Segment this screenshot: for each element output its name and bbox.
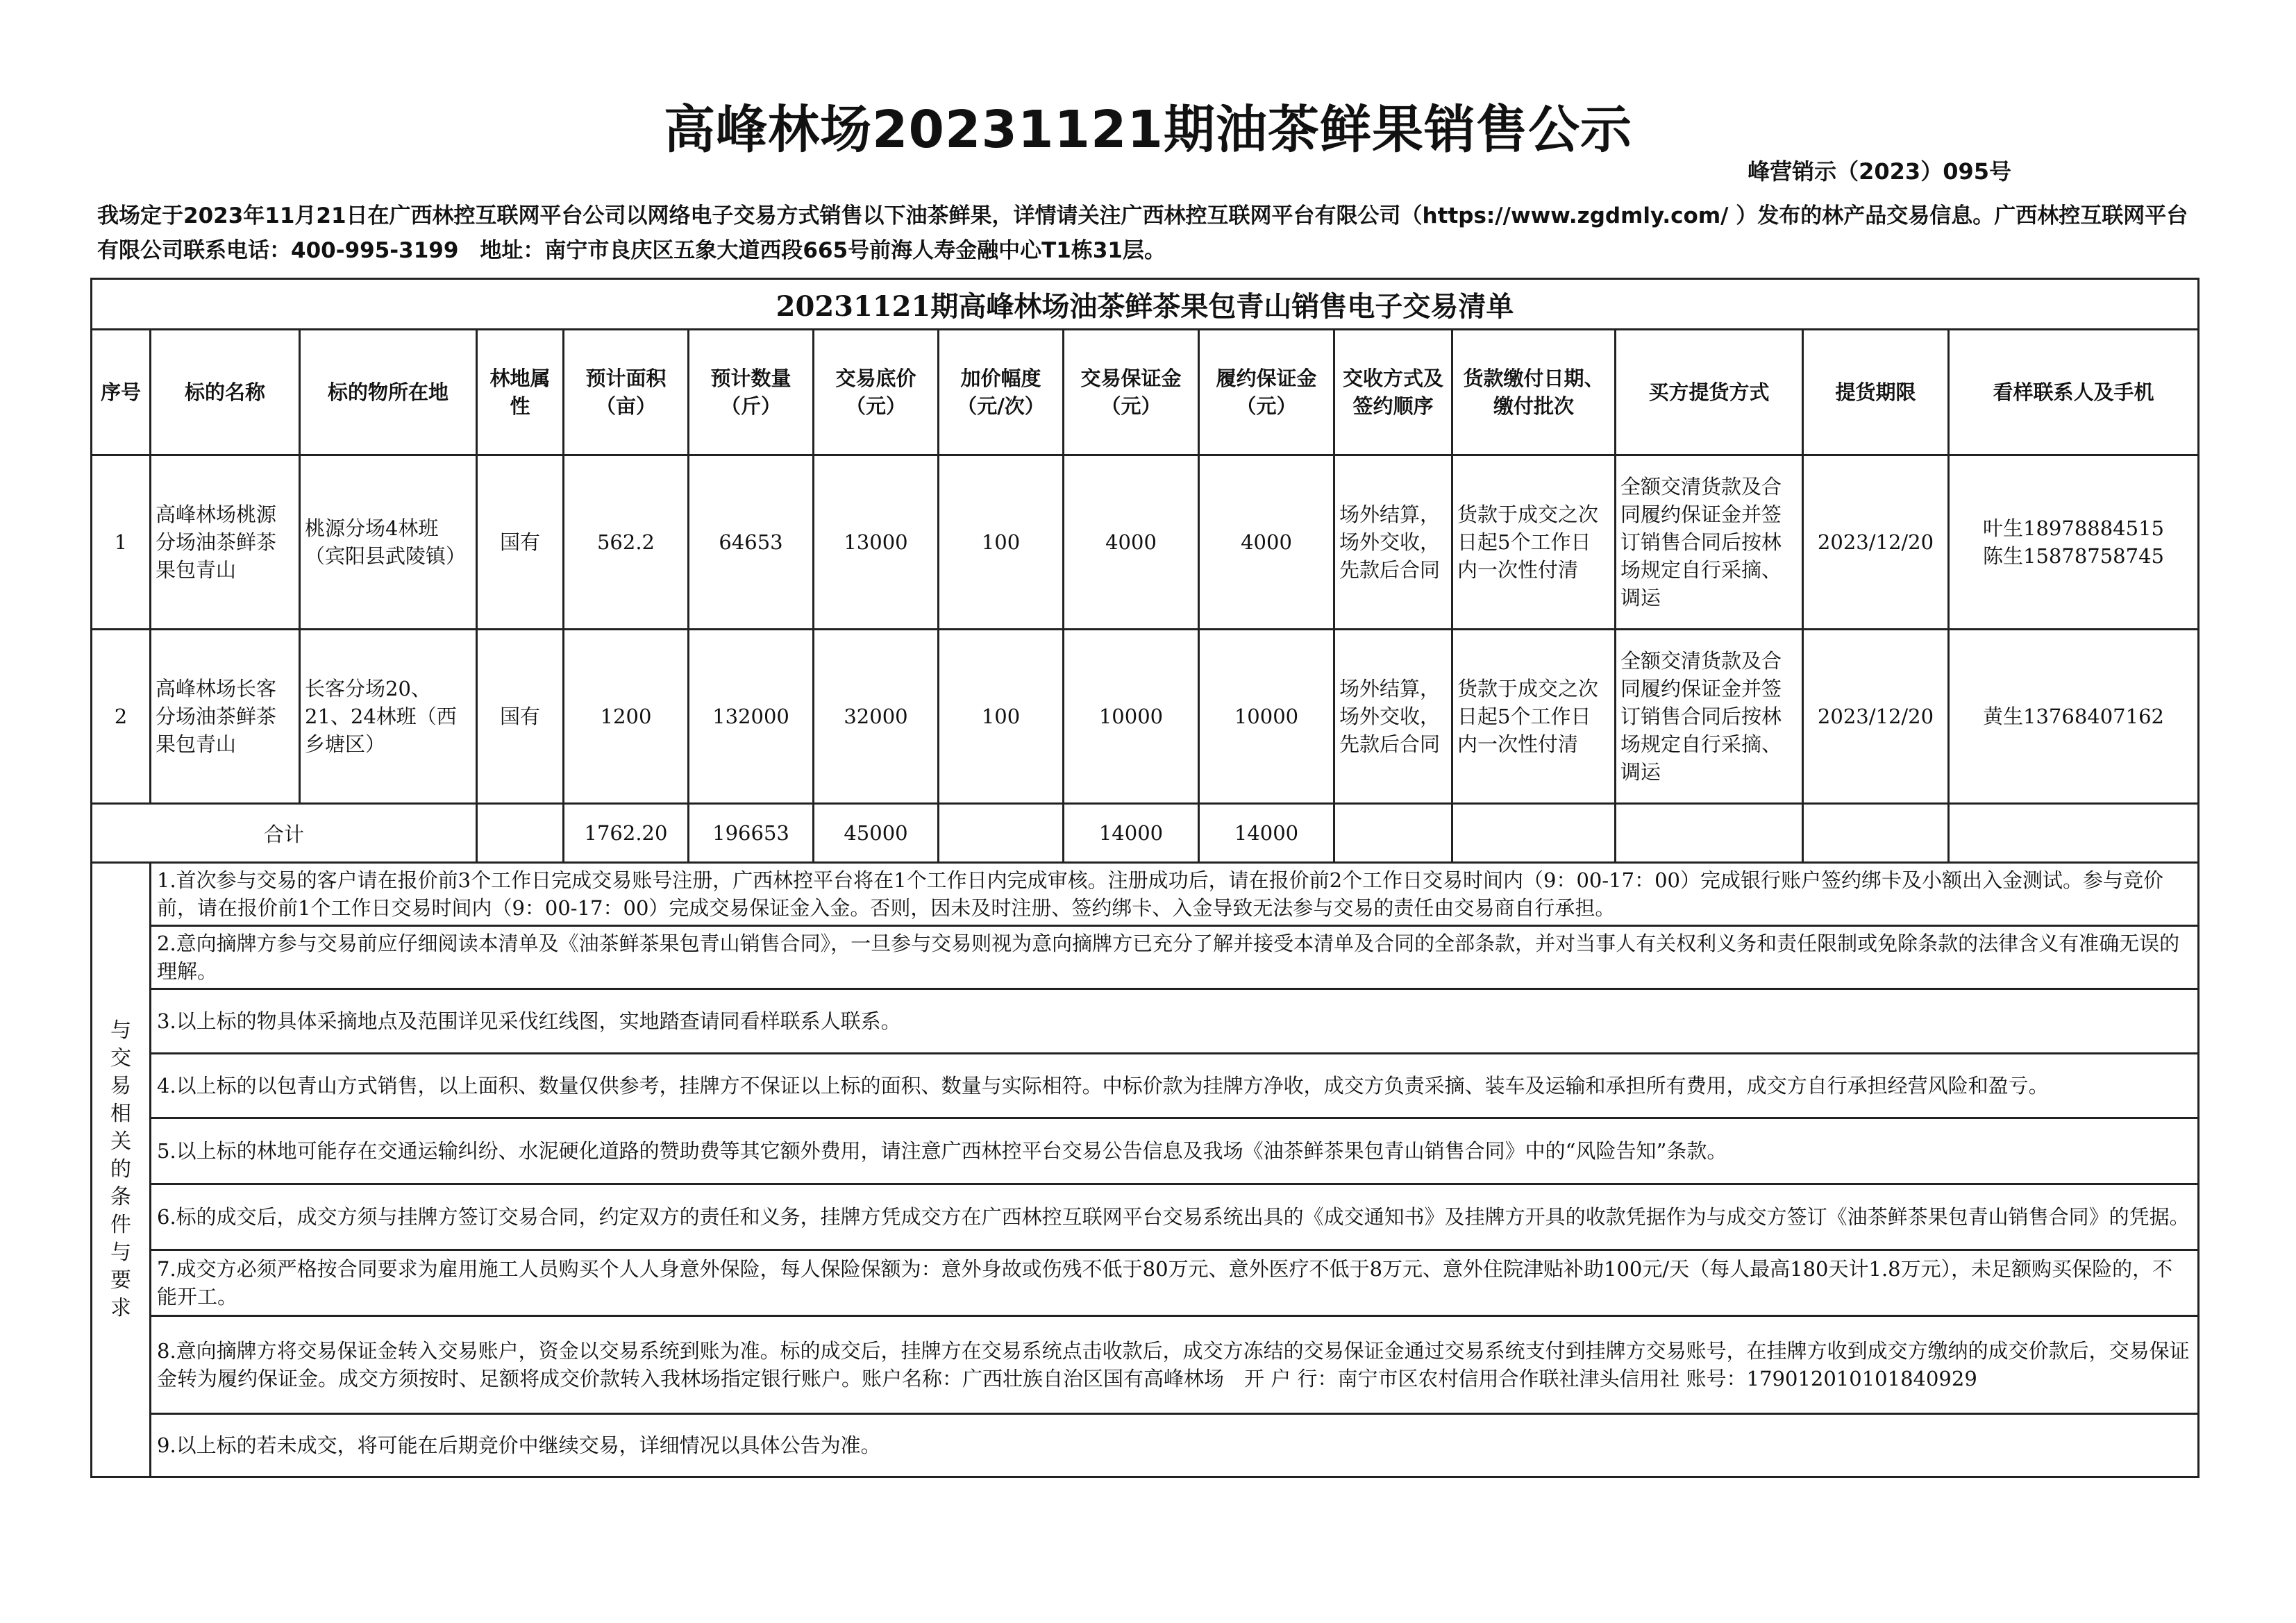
contact-cell bbox=[1949, 630, 2199, 804]
header-cell: 林地属性 bbox=[477, 330, 564, 455]
contact-person: 黄生13768407162 bbox=[1983, 705, 2164, 728]
header-cell: 交易保证金（元） bbox=[1064, 330, 1199, 455]
land-property: 国有 bbox=[477, 630, 564, 804]
contact-person: 陈生15878758745 bbox=[1983, 544, 2164, 568]
trade-deposit: 4000 bbox=[1064, 455, 1199, 630]
condition-row bbox=[92, 1184, 2199, 1250]
payment-terms: 货款于成交之次日起5个工作日内一次性付清 bbox=[1452, 630, 1616, 804]
condition-row bbox=[92, 1414, 2199, 1477]
condition-item: 2.意向摘牌方参与交易前应仔细阅读本清单及《油茶鲜茶果包青山销售合同》，一旦参与交易则视为意向摘牌方已充分了解并接受本清单及合同的全部条款，并对当事人有关权利义务和责任限制或免除条款的法律含义有准确无误的理解。 bbox=[151, 926, 2199, 989]
lot-location: 长客分场20、21、24林班（西乡塘区） bbox=[300, 630, 477, 804]
delivery-method: 场外结算，场外交收，先款后合同 bbox=[1334, 455, 1452, 630]
condition-item: 9.以上标的若未成交，将可能在后期竞价中继续交易，详细情况以具体公告为准。 bbox=[151, 1414, 2199, 1477]
header-cell: 预计面积（亩） bbox=[564, 330, 689, 455]
total-trade-deposit: 14000 bbox=[1064, 804, 1199, 863]
condition-row bbox=[92, 1118, 2199, 1184]
empty-cell bbox=[1803, 804, 1949, 863]
condition-row bbox=[92, 989, 2199, 1054]
condition-row bbox=[92, 1054, 2199, 1118]
header-row bbox=[92, 330, 2199, 455]
lot-name: 高峰林场桃源分场油茶鲜茶果包青山 bbox=[151, 455, 300, 630]
delivery-method: 场外结算，场外交收，先款后合同 bbox=[1334, 630, 1452, 804]
header-cell: 履约保证金（元） bbox=[1199, 330, 1334, 455]
estimated-area: 562.2 bbox=[564, 455, 689, 630]
transaction-table bbox=[90, 278, 2199, 1478]
condition-item: 3.以上标的物具体采摘地点及范围详见采伐红线图，实地踏查请同看样联系人联系。 bbox=[151, 989, 2199, 1054]
empty-cell bbox=[1949, 804, 2199, 863]
contact-cell bbox=[1949, 455, 2199, 630]
header-cell: 标的物所在地 bbox=[300, 330, 477, 455]
condition-item: 6.标的成交后，成交方须与挂牌方签订交易合同，约定双方的责任和义务，挂牌方凭成交方在广西林控互联网平台交易系统出具的《成交通知书》及挂牌方开具的收款凭据作为与成交方签订《油茶鲜茶果包青山销售合同》的凭据。 bbox=[151, 1184, 2199, 1250]
base-price: 32000 bbox=[814, 630, 939, 804]
table-row bbox=[92, 630, 2199, 804]
page-title: 高峰林场20231121期油茶鲜果销售公示 bbox=[664, 100, 1632, 160]
condition-row bbox=[92, 1316, 2199, 1414]
table-row bbox=[92, 455, 2199, 630]
empty-cell bbox=[477, 804, 564, 863]
table-title: 20231121期高峰林场油茶鲜茶果包青山销售电子交易清单 bbox=[92, 279, 2199, 330]
conditions-label: 与交易相关的条件与要求 bbox=[92, 863, 151, 1477]
condition-row bbox=[92, 926, 2199, 989]
performance-deposit: 4000 bbox=[1199, 455, 1334, 630]
header-cell: 加价幅度（元/次） bbox=[939, 330, 1064, 455]
pickup-method: 全额交清货款及合同履约保证金并签订销售合同后按林场规定自行采摘、调运 bbox=[1616, 630, 1803, 804]
pickup-deadline: 2023/12/20 bbox=[1803, 455, 1949, 630]
estimated-quantity: 64653 bbox=[689, 455, 814, 630]
price-increment: 100 bbox=[939, 455, 1064, 630]
header-cell: 提货期限 bbox=[1803, 330, 1949, 455]
total-base-price: 45000 bbox=[814, 804, 939, 863]
empty-cell bbox=[1616, 804, 1803, 863]
total-performance-deposit: 14000 bbox=[1199, 804, 1334, 863]
condition-item: 1.首次参与交易的客户请在报价前3个工作日完成交易账号注册，广西林控平台将在1个工作日内完成审核。注册成功后，请在报价前2个工作日交易时间内（9：00-17：00）完成银行账户签约绑卡及小额出入金测试。参与竞价前，请在报价前1个工作日交易时间内（9：00-17：00）完成交易保证金入金。否则，因未及时注册、签约绑卡、入金导致无法参与交易的责任由交易商自行承担。 bbox=[151, 863, 2199, 926]
pickup-method: 全额交清货款及合同履约保证金并签订销售合同后按林场规定自行采摘、调运 bbox=[1616, 455, 1803, 630]
header-cell: 标的名称 bbox=[151, 330, 300, 455]
header-cell: 看样联系人及手机 bbox=[1949, 330, 2199, 455]
contact-person: 叶生18978884515 bbox=[1983, 516, 2164, 540]
condition-item: 8.意向摘牌方将交易保证金转入交易账户，资金以交易系统到账为准。标的成交后，挂牌方在交易系统点击收款后，成交方冻结的交易保证金通过交易系统支付到挂牌方交易账号，在挂牌方收到成交方缴纳的成交价款后，交易保证金转为履约保证金。成交方须按时、足额将成交价款转入我林场指定银行账户。账户名称：广西壮族自治区国有高峰林场 开 户 行：南宁市区农村信用合作联社津头信用社 账号：179012010101840929 bbox=[151, 1316, 2199, 1414]
row-number: 1 bbox=[92, 455, 151, 630]
empty-cell bbox=[1452, 804, 1616, 863]
lot-location: 桃源分场4林班（宾阳县武陵镇） bbox=[300, 455, 477, 630]
empty-cell bbox=[939, 804, 1064, 863]
total-quantity: 196653 bbox=[689, 804, 814, 863]
payment-terms: 货款于成交之次日起5个工作日内一次性付清 bbox=[1452, 455, 1616, 630]
header-cell: 序号 bbox=[92, 330, 151, 455]
document-number: 峰营销示（2023）095号 bbox=[1748, 158, 2011, 185]
base-price: 13000 bbox=[814, 455, 939, 630]
estimated-area: 1200 bbox=[564, 630, 689, 804]
condition-row bbox=[92, 863, 2199, 926]
total-row bbox=[92, 804, 2199, 863]
condition-item: 7.成交方必须严格按合同要求为雇用施工人员购买个人人身意外保险，每人保险保额为：意外身故或伤残不低于80万元、意外医疗不低于8万元、意外住院津贴补助100元/天（每人最高180天计1.8万元），未足额购买保险的，不能开工。 bbox=[151, 1250, 2199, 1316]
header-cell: 预计数量（斤） bbox=[689, 330, 814, 455]
price-increment: 100 bbox=[939, 630, 1064, 804]
condition-row bbox=[92, 1250, 2199, 1316]
total-label: 合计 bbox=[92, 804, 477, 863]
condition-item: 5.以上标的林地可能存在交通运输纠纷、水泥硬化道路的赞助费等其它额外费用，请注意广西林控平台交易公告信息及我场《油茶鲜茶果包青山销售合同》中的“风险告知”条款。 bbox=[151, 1118, 2199, 1184]
row-number: 2 bbox=[92, 630, 151, 804]
lot-name: 高峰林场长客分场油茶鲜茶果包青山 bbox=[151, 630, 300, 804]
performance-deposit: 10000 bbox=[1199, 630, 1334, 804]
header-cell: 货款缴付日期、缴付批次 bbox=[1452, 330, 1616, 455]
header-cell: 交收方式及签约顺序 bbox=[1334, 330, 1452, 455]
total-area: 1762.20 bbox=[564, 804, 689, 863]
pickup-deadline: 2023/12/20 bbox=[1803, 630, 1949, 804]
land-property: 国有 bbox=[477, 455, 564, 630]
estimated-quantity: 132000 bbox=[689, 630, 814, 804]
trade-deposit: 10000 bbox=[1064, 630, 1199, 804]
header-cell: 交易底价（元） bbox=[814, 330, 939, 455]
intro-paragraph: 我场定于2023年11月21日在广西林控互联网平台公司以网络电子交易方式销售以下油茶鲜果，详情请关注广西林控互联网平台有限公司（https://www.zgdmly.com/ ）发布的林产品交易信息。广西林控互联网平台有限公司联系电话：400-995-3199 地址：南宁市良庆区五象大道西段665号前海人寿金融中心T1栋31层。 bbox=[97, 203, 2188, 263]
condition-item: 4.以上标的以包青山方式销售，以上面积、数量仅供参考，挂牌方不保证以上标的面积、数量与实际相符。中标价款为挂牌方净收，成交方负责采摘、装车及运输和承担所有费用，成交方自行承担经营风险和盈亏。 bbox=[151, 1054, 2199, 1118]
header-cell: 买方提货方式 bbox=[1616, 330, 1803, 455]
empty-cell bbox=[1334, 804, 1452, 863]
